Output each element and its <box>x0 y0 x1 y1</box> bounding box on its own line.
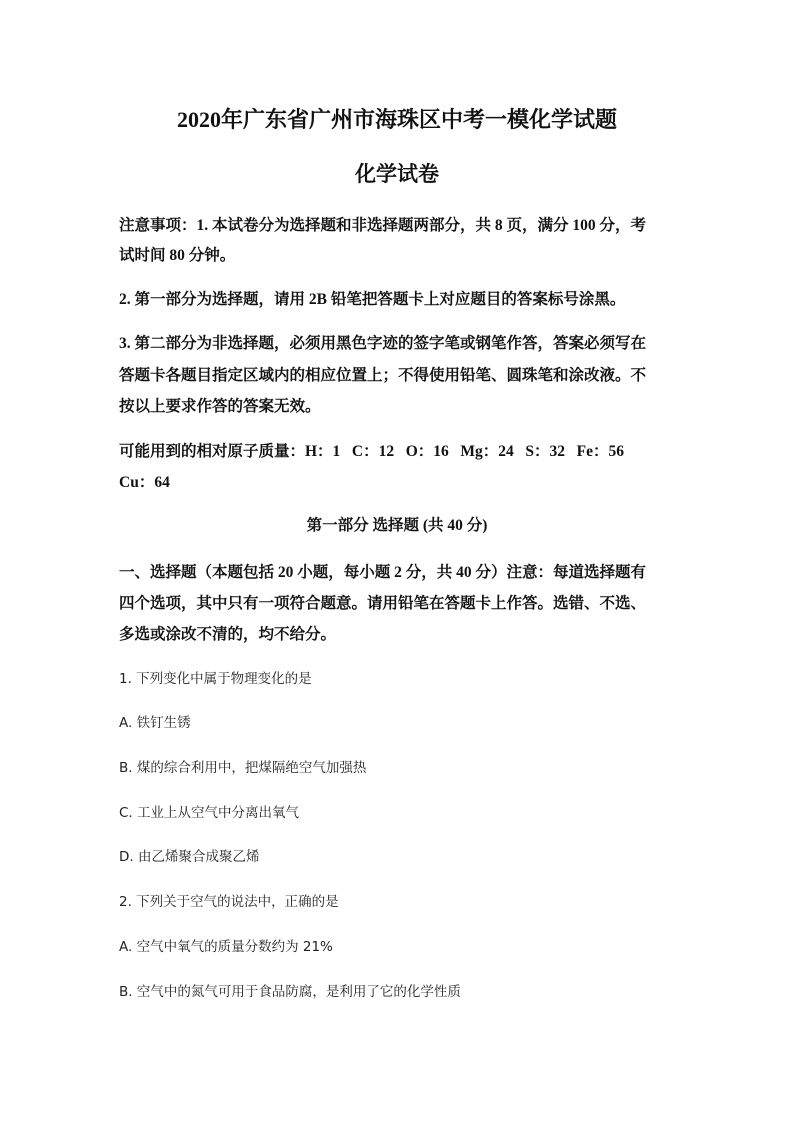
question-2-option-a: A. 空气中氧气的质量分数约为 21% <box>119 939 333 955</box>
question-1-option-b: B. 煤的综合利用中，把煤隔绝空气加强热 <box>119 760 367 776</box>
question-1-stem: 1. 下列变化中属于物理变化的是 <box>119 671 312 687</box>
atomic-masses-line-1: 可能用到的相对原子质量：H：1 C：12 O：16 Mg：24 S：32 Fe：56 <box>119 443 625 460</box>
question-2-option-b: B. 空气中的氮气可用于食品防腐，是利用了它的化学性质 <box>119 984 461 1000</box>
notice-3-line-2: 答题卡各题目指定区域内的相应位置上；不得使用铅笔、圆珠笔和涂改液。不 <box>119 367 647 384</box>
atomic-masses-line-2: Cu：64 <box>119 474 170 491</box>
notice-3-line-1: 3. 第二部分为非选择题，必须用黑色字迹的签字笔或钢笔作答，答案必须写在 <box>119 335 647 352</box>
question-2-stem: 2. 下列关于空气的说法中，正确的是 <box>119 894 339 910</box>
question-1-option-a: A. 铁钉生锈 <box>119 715 191 731</box>
notice-1-line-1: 注意事项：1. 本试卷分为选择题和非选择题两部分，共 8 页，满分 100 分，考 <box>119 217 647 234</box>
instructions-line-1: 一、选择题（本题包括 20 小题，每小题 2 分，共 40 分）注意：每道选择题有 <box>119 564 647 581</box>
notice-1-line-2: 试时间 80 分钟。 <box>119 247 236 264</box>
notice-3-line-3: 按以上要求作答的答案无效。 <box>119 398 321 415</box>
instructions-line-3: 多选或涂改不清的，均不给分。 <box>119 626 337 643</box>
section-title: 第一部分 选择题 (共 40 分) <box>306 517 488 534</box>
notice-2: 2. 第一部分为选择题，请用 2B 铅笔把答题卡上对应题目的答案标号涂黑。 <box>119 291 626 308</box>
instructions-line-2: 四个选项，其中只有一项符合题意。请用铅笔在答题卡上作答。选错、不选、 <box>119 595 647 612</box>
document-subtitle: 化学试卷 <box>355 162 439 186</box>
document-title: 2020年广东省广州市海珠区中考一模化学试题 <box>176 107 617 132</box>
question-1-option-c: C. 工业上从空气中分离出氧气 <box>119 805 300 821</box>
question-1-option-d: D. 由乙烯聚合成聚乙烯 <box>119 849 260 865</box>
